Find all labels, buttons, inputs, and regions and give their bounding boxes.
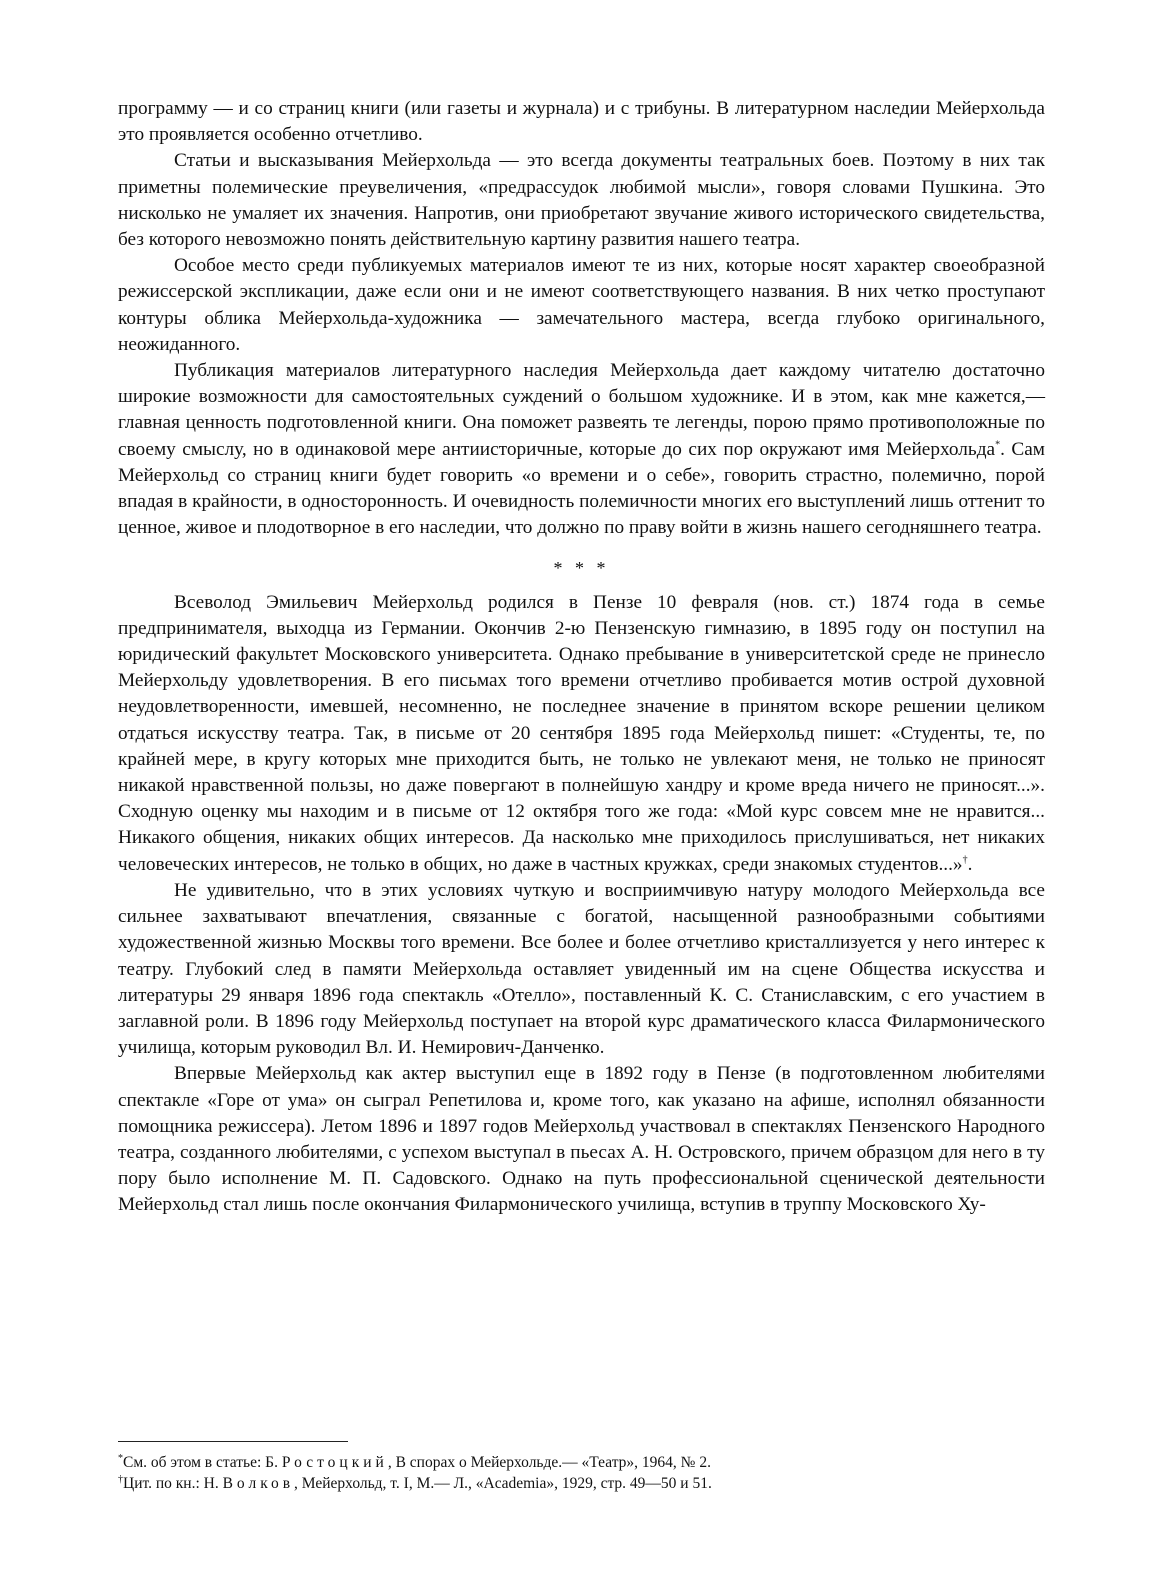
footnote-2 [118,1473,1045,1494]
footnote-ref-1: * [995,439,1001,451]
paragraph-4 [118,358,1045,541]
footnote-2-text-a: Цит. по кн.: Н. [123,1475,223,1492]
footnote-1-text-b: , В спорах о Мейерхольде.— «Театр», 1964, № 2. [387,1454,711,1471]
paragraph-2: Статьи и высказывания Мейерхольда — это всегда документы театральных боев. Поэтому в них так приметны полемические преувеличения, «предрассудок любимой мысли», говоря словами Пушкина. Это нисколько не умаляет их значения. Напротив, они приобретают звучание живого исторического свидетельства, без которого невозможно понять действительную картину развития нашего театра. [118,150,1045,251]
footnote-divider [118,1441,348,1442]
paragraph-3: Особое место среди публикуемых материалов имеют те из них, которые носят характер своеобразной режиссерской экспликации, даже если они и не имеют соответствующего названия. В них четко проступают контуры облика Мейерхольда-художника — замечательного мастера, всегда глубоко оригинального, неожиданного. [118,255,1045,355]
footnote-1-author: Ростоцкий [281,1454,388,1471]
section-separator: * * * [553,558,610,579]
paragraph-4-text-a: Публикация материалов литературного наследия Мейерхольда дает каждому читателю достаточно широкие возможности для самостоятельных суждений о большом художнике. И в этом, как мне кажется,— главная ценность подготовленной книги. Она поможет развеять те легенды, порою прямо противоположные по своему смыслу, но в одинаковой мере антиисторичные, которые до сих пор окружают имя Мейерхольда [118,360,1045,460]
footnote-2-text-b: , Мейерхольд, т. I, М.— Л., «Academia», 1929, стр. 49—50 и 51. [294,1475,712,1492]
footnote-ref-2: † [962,854,968,866]
paragraph-5-text: Всеволод Эмильевич Мейерхольд родился в Пензе 10 февраля (нов. ст.) 1874 года в семье предпринимателя, выходца из Германии. Окончив 2-ю Пензенскую гимназию, в 1895 году он поступил на юридический факультет Московского университета. Однако пребывание в университетской среде не принесло Мейерхольду удовлетворения. В его письмах того времени отчетливо пробивается мотив острой духовной неудовлетворенности, имевшей, несомненно, не последнее значение в принятом вскоре решении целиком отдаться искусству театра. Так, в письме от 20 сентября 1895 года Мейерхольд пишет: «Студенты, те, по крайней мере, в кругу которых мне приходится быть, не только не увлекают меня, не только не приносят никакой нравственной пользы, но даже повергают в полнейшую хандру и кроме вреда ничего не приносят...». Сходную оценку мы находим и в письме от 12 октября того же года: «Мой курс совсем мне не нравится... Никакого общения, никаких общих интересов. Да насколько мне приходилось прислушиваться, нет никаких человеческих интересов, не только в общих, но даже в частных кружках, среди знакомых студентов...» [118,591,1045,875]
paragraph-7: Впервые Мейерхольд как актер выступил еще в 1892 году в Пензе (в подготовленном любителями спектакле «Горе от ума» он сыграл Репетилова и, кроме того, как указано на афише, исполнял обязанности помощника режиссера). Летом 1896 и 1897 годов Мейерхольд участвовал в спектаклях Пензенского Народного театра, созданного любителями, с успехом выступал в пьесах А. Н. Островского, причем образцом для него в ту пору было исполнение М. П. Садовского. Однако на путь профессиональной сценической деятельности Мейерхольд стал лишь после окончания Филармонического училища, вступив в труппу Московского Ху- [118,1063,1045,1216]
footnote-2-author: Волков [222,1475,295,1492]
paragraph-4-text-b: . Сам Мейерхольд со страниц книги будет говорить «о времени и о себе», говорить страстно, полемично, порой впадая в крайности, в односторонность. И очевидность полемичности многих его выступлений лишь оттенит то ценное, живое и плодотворное в его наследии, что должно по праву войти в жизнь нашего сегодняшнего театра. [118,438,1045,539]
paragraph-5-period: . [967,853,973,875]
paragraph-1: программу — и со страниц книги (или газеты и журнала) и с трибуны. В литературном наследии Мейерхольда это проявляется особенно отчетливо. [118,98,1045,146]
footnote-1 [118,1452,1045,1473]
footnotes [118,1452,1045,1494]
footnote-1-mark: * [118,1452,123,1464]
footnote-2-mark: † [118,1473,123,1485]
paragraph-6: Не удивительно, что в этих условиях чуткую и восприимчивую натуру молодого Мейерхольда все сильнее захватывают впечатления, связанные с богатой, насыщенной разнообразными событиями художественной жизнью Москвы того времени. Все более и более отчетливо кристаллизуется у него интерес к театру. Глубокий след в памяти Мейерхольда оставляет увиденный им на сцене Общества искусства и литературы 29 января 1896 года спектакль «Отелло», поставленный К. С. Станиславским, с его участием в заглавной роли. В 1896 году Мейерхольд поступает на второй курс драматического класса Филармонического училища, которым руководил Вл. И. Немирович-Данченко. [118,879,1045,1059]
paragraph-5 [118,590,1045,878]
footnote-1-text-a: См. об этом в статье: Б. [123,1454,282,1471]
page-body [118,96,1045,1219]
